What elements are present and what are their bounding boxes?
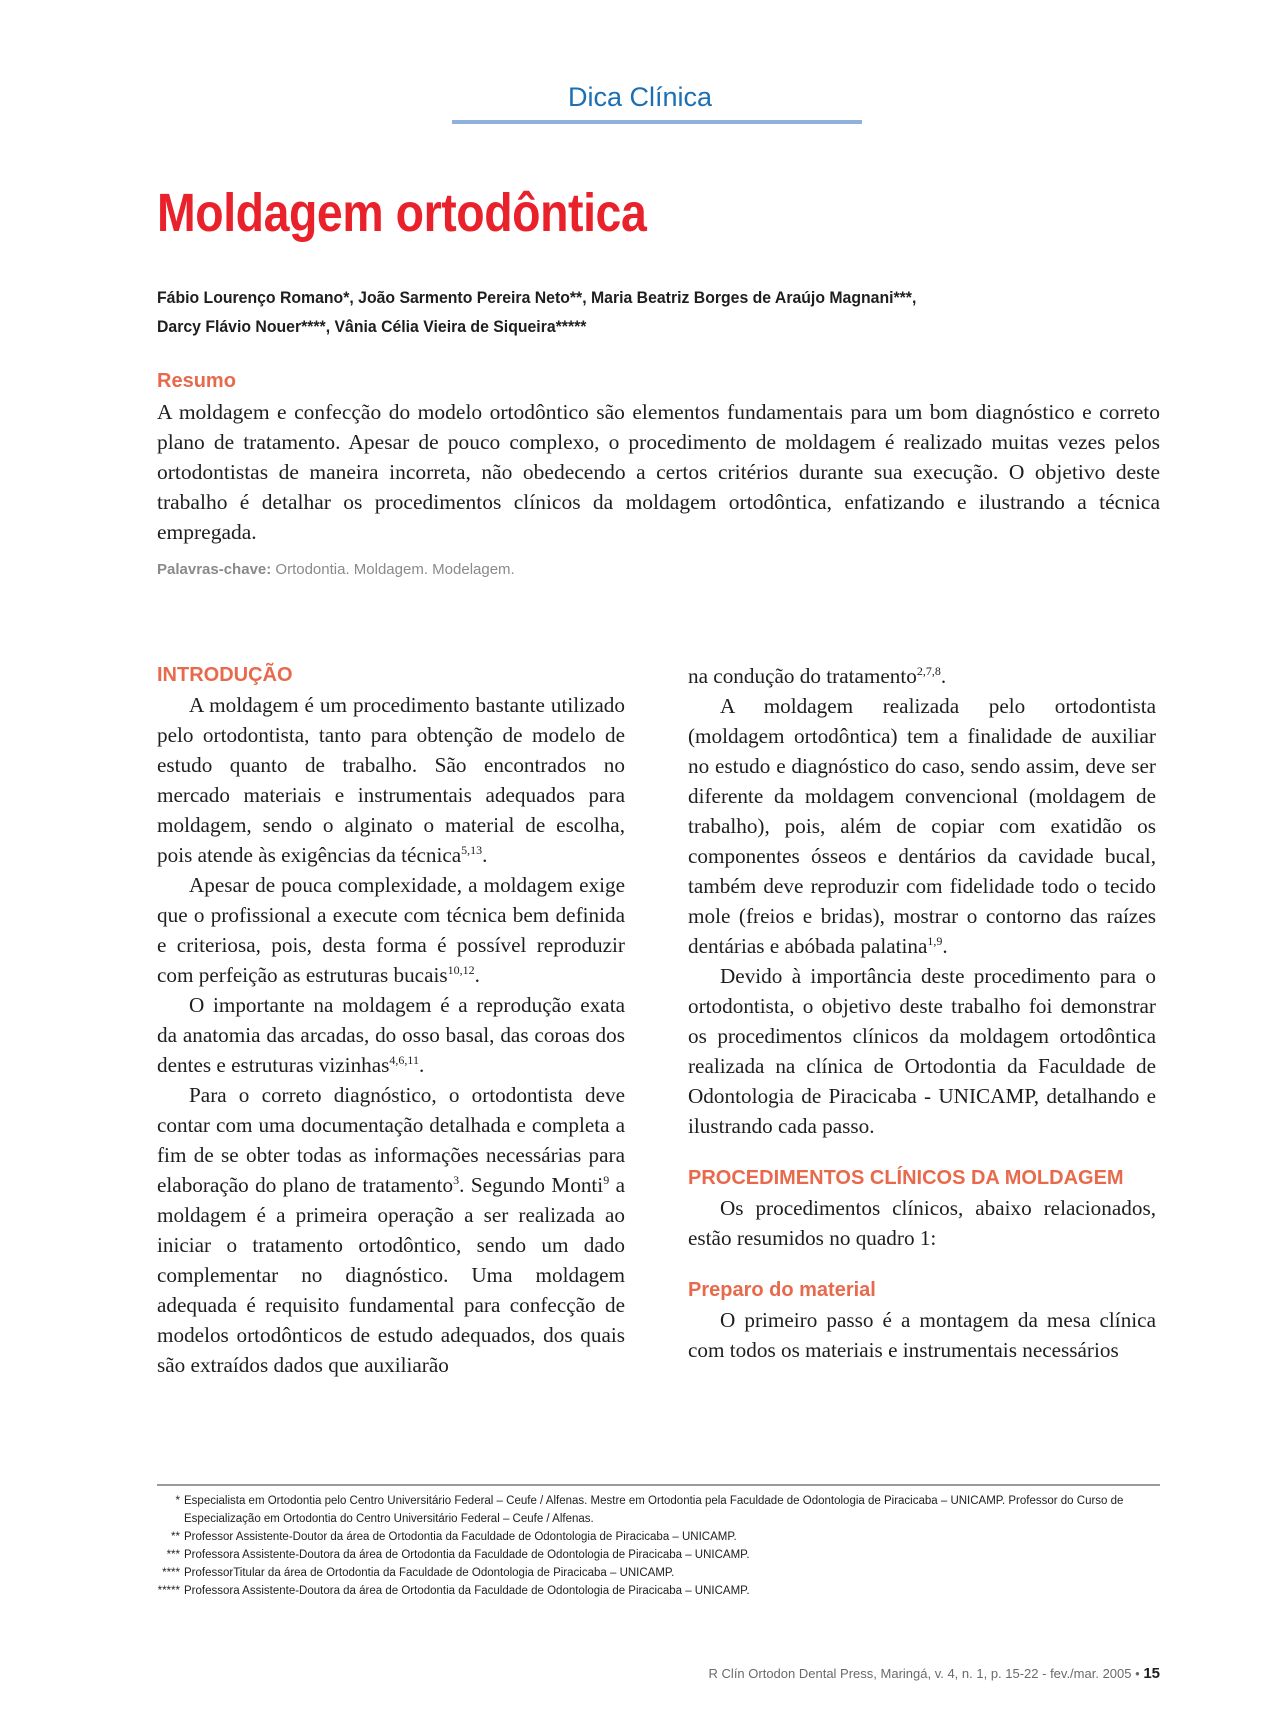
footnote-text: Professora Assistente-Doutora da área de Ortodontia da Faculdade de Odontologia de Piracicaba – UNICAMP. (184, 1549, 750, 1561)
abstract-heading: Resumo (157, 370, 236, 392)
footnote (157, 1528, 1167, 1546)
paragraph: O primeiro passo é a montagem da mesa clínica com todos os materiais e instrumentais necessários (688, 1308, 1156, 1362)
citation-ref: 10,12 (447, 963, 475, 977)
paragraph: O importante na moldagem é a reprodução exata da anatomia das arcadas, do osso basal, das coroas dos dentes e estruturas vizinhas$^{4,6,11}$. (157, 993, 625, 1077)
journal-citation: R Clín Ortodon Dental Press, Maringá, v. 4, n. 1, p. 15-22 - fev./mar. 2005 (708, 1666, 1132, 1681)
procedures-heading: PROCEDIMENTOS CLÍNICOS DA MOLDAGEM (688, 1167, 1124, 1189)
citation-ref: 2,7,8 (916, 664, 941, 678)
footnote-text: Professor Assistente-Doutor da área de Ortodontia da Faculdade de Odontologia de Piracicaba – UNICAMP. (184, 1531, 737, 1543)
body-column-left (157, 660, 625, 1380)
footnote-marker: **** (162, 1567, 180, 1579)
abstract-text: A moldagem e confecção do modelo ortodôntico são elementos fundamentais para um bom diagnóstico e correto plano de tratamento. Apesar de pouco complexo, o procedimento de moldagem é realizado muitas vezes pelos ortodontistas de maneira incorreta, não obedecendo a certos critérios durante sua execução. O objetivo deste trabalho é detalhar os procedimentos clínicos da moldagem ortodôntica, enfatizando e ilustrando a técnica empregada. (157, 400, 1160, 544)
footnote-divider (157, 1484, 1160, 1486)
paragraph: Apesar de pouca complexidade, a moldagem exige que o profissional a execute com técnica bem definida e criteriosa, pois, desta forma é possível reproduzir com perfeição as estruturas bucais$^{10,12}$. (157, 873, 625, 987)
footnote-marker: ***** (157, 1585, 180, 1597)
paragraph: A moldagem é um procedimento bastante utilizado pelo ortodontista, tanto para obtenção de modelo de estudo quanto de trabalho. São encontrados no mercado materiais e instrumentais adequados para moldagem, sendo o alginato o material de escolha, pois atende às exigências da técnica$^{5,13}$. (157, 693, 625, 867)
footnote-text: Especialista em Ortodontia pelo Centro Universitário Federal – Ceufe / Alfenas. Mestre em Ortodontia pela Faculdade de Odontologia de Piracicaba – UNICAMP. Professor do Curso de Especialização em Ortodontia do Centro Universitário Federal – Ceufe / Alfenas. (184, 1495, 1124, 1525)
section-divider (452, 120, 862, 124)
paragraph-continued: na condução do tratamento$^{2,7,8}$. (688, 664, 947, 688)
citation-ref: 5,13 (461, 843, 483, 857)
footnote (157, 1564, 1167, 1582)
citation-ref: 4,6,11 (389, 1053, 419, 1067)
page-number: 15 (1143, 1665, 1160, 1682)
intro-heading: INTRODUÇÃO (157, 664, 293, 686)
footnote-text: Professora Assistente-Doutora da área de Ortodontia da Faculdade de Odontologia de Piracicaba – UNICAMP. (184, 1585, 750, 1597)
author-line-2: Darcy Flávio Nouer****, Vânia Célia Vieira de Siqueira***** (157, 317, 587, 336)
footnote-marker: * (175, 1495, 180, 1507)
author-list (157, 283, 1134, 341)
keywords-label: Palavras-chave: (157, 561, 272, 578)
footnote-marker: ** (171, 1531, 180, 1543)
footnote (157, 1546, 1167, 1564)
citation-ref: 1,9 (927, 934, 943, 948)
article-title: Moldagem ortodôntica (157, 183, 647, 243)
citation-ref: 3 (453, 1173, 460, 1187)
subsection-heading: Preparo do material (688, 1279, 876, 1301)
author-line-1: Fábio Lourenço Romano*, João Sarmento Pereira Neto**, Maria Beatriz Borges de Araújo Magnani***, (157, 288, 917, 307)
paragraph: Os procedimentos clínicos, abaixo relacionados, estão resumidos no quadro 1: (688, 1196, 1156, 1250)
page-footer (709, 1665, 1160, 1682)
footer-bullet: • (1135, 1666, 1140, 1681)
footnote-marker: *** (166, 1549, 180, 1561)
section-label: Dica Clínica (567, 82, 713, 112)
paragraph: Para o correto diagnóstico, o ortodontista deve contar com uma documentação detalhada e completa a fim de se obter todas as informações necessárias para elaboração do plano de tratamento$^3$. Segundo Monti$^9$ a moldagem é a primeira operação a ser realizada ao iniciar o tratamento ortodôntico, sendo um dado complementar no diagnóstico. Uma moldagem adequada é requisito fundamental para confecção de modelos ortodônticos de estudo adequados, dos quais são extraídos dados que auxiliarão (157, 1083, 625, 1377)
citation-ref: 9 (603, 1173, 610, 1187)
body-column-right (688, 661, 1156, 1365)
footnote (157, 1492, 1167, 1528)
keywords (157, 561, 515, 578)
footnote-text: ProfessorTitular da área de Ortodontia da Faculdade de Odontologia de Piracicaba – UNICAMP. (184, 1567, 675, 1579)
keywords-text: Ortodontia. Moldagem. Modelagem. (275, 561, 515, 578)
footnote (157, 1582, 1167, 1600)
footnotes (157, 1492, 1167, 1600)
paragraph: A moldagem realizada pelo ortodontista (moldagem ortodôntica) tem a finalidade de auxiliar no estudo e diagnóstico do caso, sendo assim, deve ser diferente da moldagem convencional (moldagem de trabalho), pois, além de copiar com exatidão os componentes ósseos e dentários da cavidade bucal, também deve reproduzir com fidelidade todo o tecido mole (freios e bridas), mostrar o contorno das raízes dentárias e abóbada palatina$^{1,9}$. (688, 694, 1156, 958)
paragraph: Devido à importância deste procedimento para o ortodontista, o objetivo deste trabalho foi demonstrar os procedimentos clínicos da moldagem ortodôntica realizada na clínica de Ortodontia da Faculdade de Odontologia de Piracicaba - UNICAMP, detalhando e ilustrando cada passo. (688, 964, 1156, 1138)
